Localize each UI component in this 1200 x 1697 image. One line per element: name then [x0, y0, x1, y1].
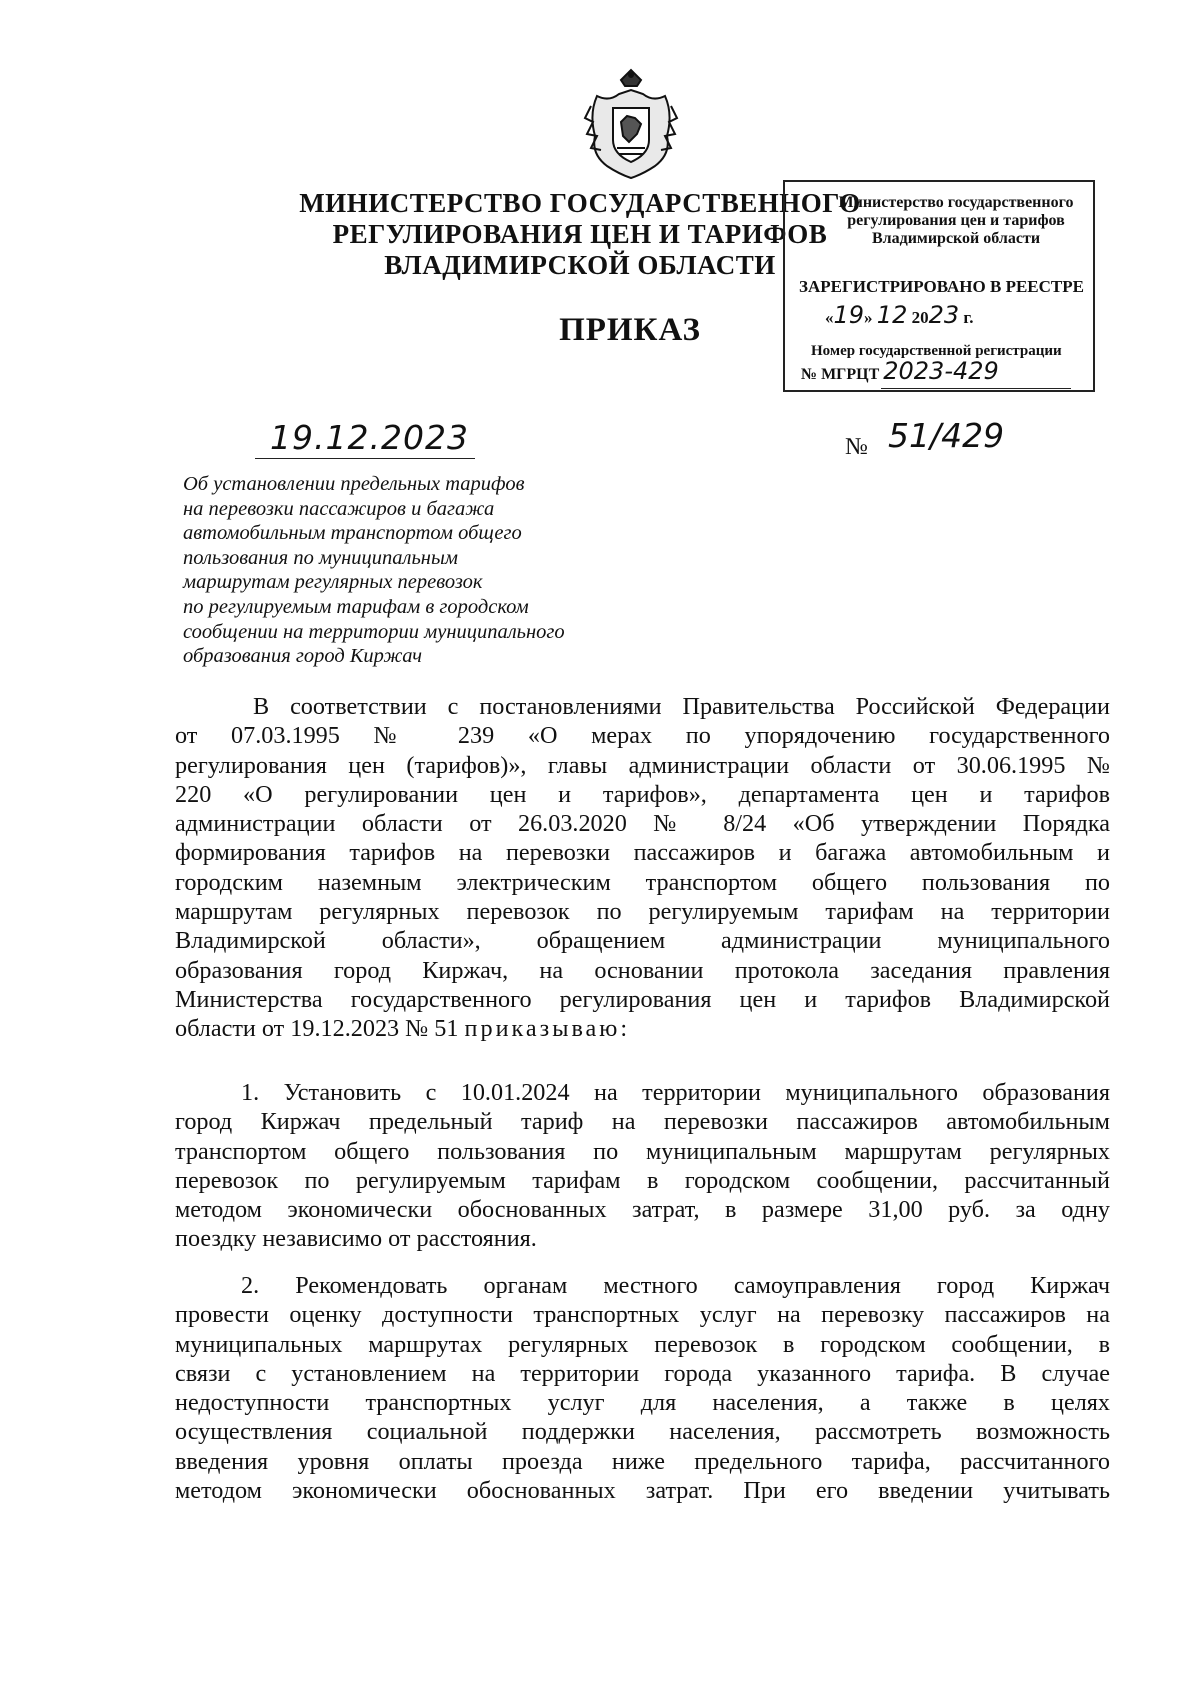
order-number: 51/429 — [888, 416, 1005, 455]
stamp-organization — [825, 194, 1087, 248]
stamp-reg-number-label: Номер государственной регистрации — [811, 343, 1062, 359]
stamp-date-day: 19 — [833, 301, 865, 329]
order-number-sign: № — [845, 434, 868, 460]
paragraph-line: регулирования цен (тарифов)», главы администрации области от 30.06.1995 № — [175, 751, 1110, 779]
paragraph-line: от 07.03.1995 № 239 «О мерах по упорядочению государственного — [175, 722, 1110, 750]
document-type-title: ПРИКАЗ — [559, 312, 701, 348]
ministry-line-2: РЕГУЛИРОВАНИЯ ЦЕН И ТАРИФОВ — [332, 219, 828, 249]
subject-line: сообщении на территории муниципального — [183, 620, 565, 643]
stamp-date-month: 12 — [876, 301, 908, 329]
subject-line: по регулируемым тарифам в городском — [183, 595, 529, 618]
order-date-underline — [255, 458, 475, 459]
preamble-paragraph — [175, 692, 1110, 1044]
stamp-date-suffix: г. — [963, 308, 974, 327]
stamp-date-year: 23 — [928, 301, 960, 329]
paragraph-line: 2. Рекомендовать органам местного самоуправления город Киржач — [241, 1272, 1110, 1299]
stamp-registered-label: ЗАРЕГИСТРИРОВАНО В РЕЕСТРЕ — [799, 277, 1084, 296]
stamp-date-year-prefix: 20 — [911, 308, 929, 327]
ministry-line-1: МИНИСТЕРСТВО ГОСУДАРСТВЕННОГО — [299, 188, 861, 218]
subject-line: Об установлении предельных тарифов — [183, 473, 525, 495]
stamp-reg-number-prefix: № МГРЦТ — [801, 366, 880, 383]
order-date: 19.12.2023 — [270, 418, 469, 457]
paragraph-line: Министерства государственного регулирования цен и тарифов Владимирской — [175, 985, 1110, 1013]
paragraph-line: введения уровня оплаты проезда ниже предельного тарифа, рассчитанного — [175, 1447, 1110, 1475]
subject-line: автомобильным транспортом общего — [183, 522, 522, 545]
stamp-org-line-2: регулирования цен и тарифов — [847, 212, 1065, 229]
item-1-paragraph — [175, 1078, 1110, 1254]
paragraph-line: методом экономически обоснованных затрат, в размере 31,00 руб. за одну — [175, 1196, 1110, 1224]
stamp-org-line-1: Министерство государственного — [838, 194, 1074, 211]
subject-line: образования город Киржач — [183, 645, 422, 668]
paragraph-line: формирования тарифов на перевозки пассажиров и багажа автомобильным и — [175, 839, 1110, 867]
registration-stamp — [783, 180, 1095, 392]
paragraph-line: осуществления социальной поддержки населения, рассмотреть возможность — [175, 1418, 1110, 1446]
ministry-line-3: ВЛАДИМИРСКОЙ ОБЛАСТИ — [384, 250, 776, 280]
paragraph-line: В соответствии с постановлениями Правительства Российской Федерации — [253, 693, 1110, 720]
paragraph-line: городским наземным электрическим транспортом общего пользования по — [175, 868, 1110, 896]
protocol-reference: области от 19.12.2023 № 51 — [175, 1015, 459, 1043]
subject-line: на перевозки пассажиров и багажа — [183, 497, 495, 520]
paragraph-line: транспортом общего пользования по муниципальным маршрутам регулярных — [175, 1137, 1110, 1165]
item-2-paragraph — [175, 1271, 1110, 1505]
order-word: приказываю: — [464, 1015, 631, 1043]
coat-of-arms-icon — [583, 66, 679, 184]
paragraph-line: провести оценку доступности транспортных услуг на перевозку пассажиров на — [175, 1301, 1110, 1329]
subject-line: пользования по муниципальным — [183, 546, 458, 569]
paragraph-line: недоступности транспортных услуг для населения, а также в целях — [175, 1389, 1110, 1417]
paragraph-line: Владимирской области», обращением администрации муниципального — [175, 927, 1110, 955]
paragraph-line: 1. Установить с 10.01.2024 на территории муниципального образования — [241, 1079, 1110, 1106]
paragraph-line: администрации области от 26.03.2020 № 8/24 «Об утверждении Порядка — [175, 810, 1110, 838]
paragraph-line: образования город Киржач, на основании протокола заседания правления — [175, 956, 1110, 984]
paragraph-line: муниципальных маршрутах регулярных перевозок в городском сообщении, в — [175, 1330, 1110, 1358]
paragraph-line: методом экономически обоснованных затрат. При его введении учитывать — [175, 1477, 1110, 1505]
paragraph-line: маршрутам регулярных перевозок по регулируемым тарифам на территории — [175, 898, 1110, 926]
stamp-reg-number-value: 2023-429 — [883, 357, 999, 385]
paragraph-line: поездку независимо от расстояния. — [175, 1225, 537, 1253]
paragraph-line: город Киржач предельный тариф на перевозки пассажиров автомобильным — [175, 1108, 1110, 1136]
order-subject — [183, 472, 643, 669]
paragraph-last-line — [175, 1014, 1110, 1043]
stamp-reg-number — [801, 357, 999, 385]
stamp-org-line-3: Владимирской области — [871, 230, 1041, 247]
stamp-date: «19» 12 2023 г. — [825, 301, 974, 329]
subject-line: маршрутам регулярных перевозок — [183, 571, 483, 594]
paragraph-line: перевозок по регулируемым тарифам в городском сообщении, рассчитанный — [175, 1166, 1110, 1194]
paragraph-line: 220 «О регулировании цен и тарифов», департамента цен и тарифов — [175, 780, 1110, 808]
paragraph-line: связи с установлением на территории города указанного тарифа. В случае — [175, 1359, 1110, 1387]
stamp-underline — [881, 388, 1071, 389]
